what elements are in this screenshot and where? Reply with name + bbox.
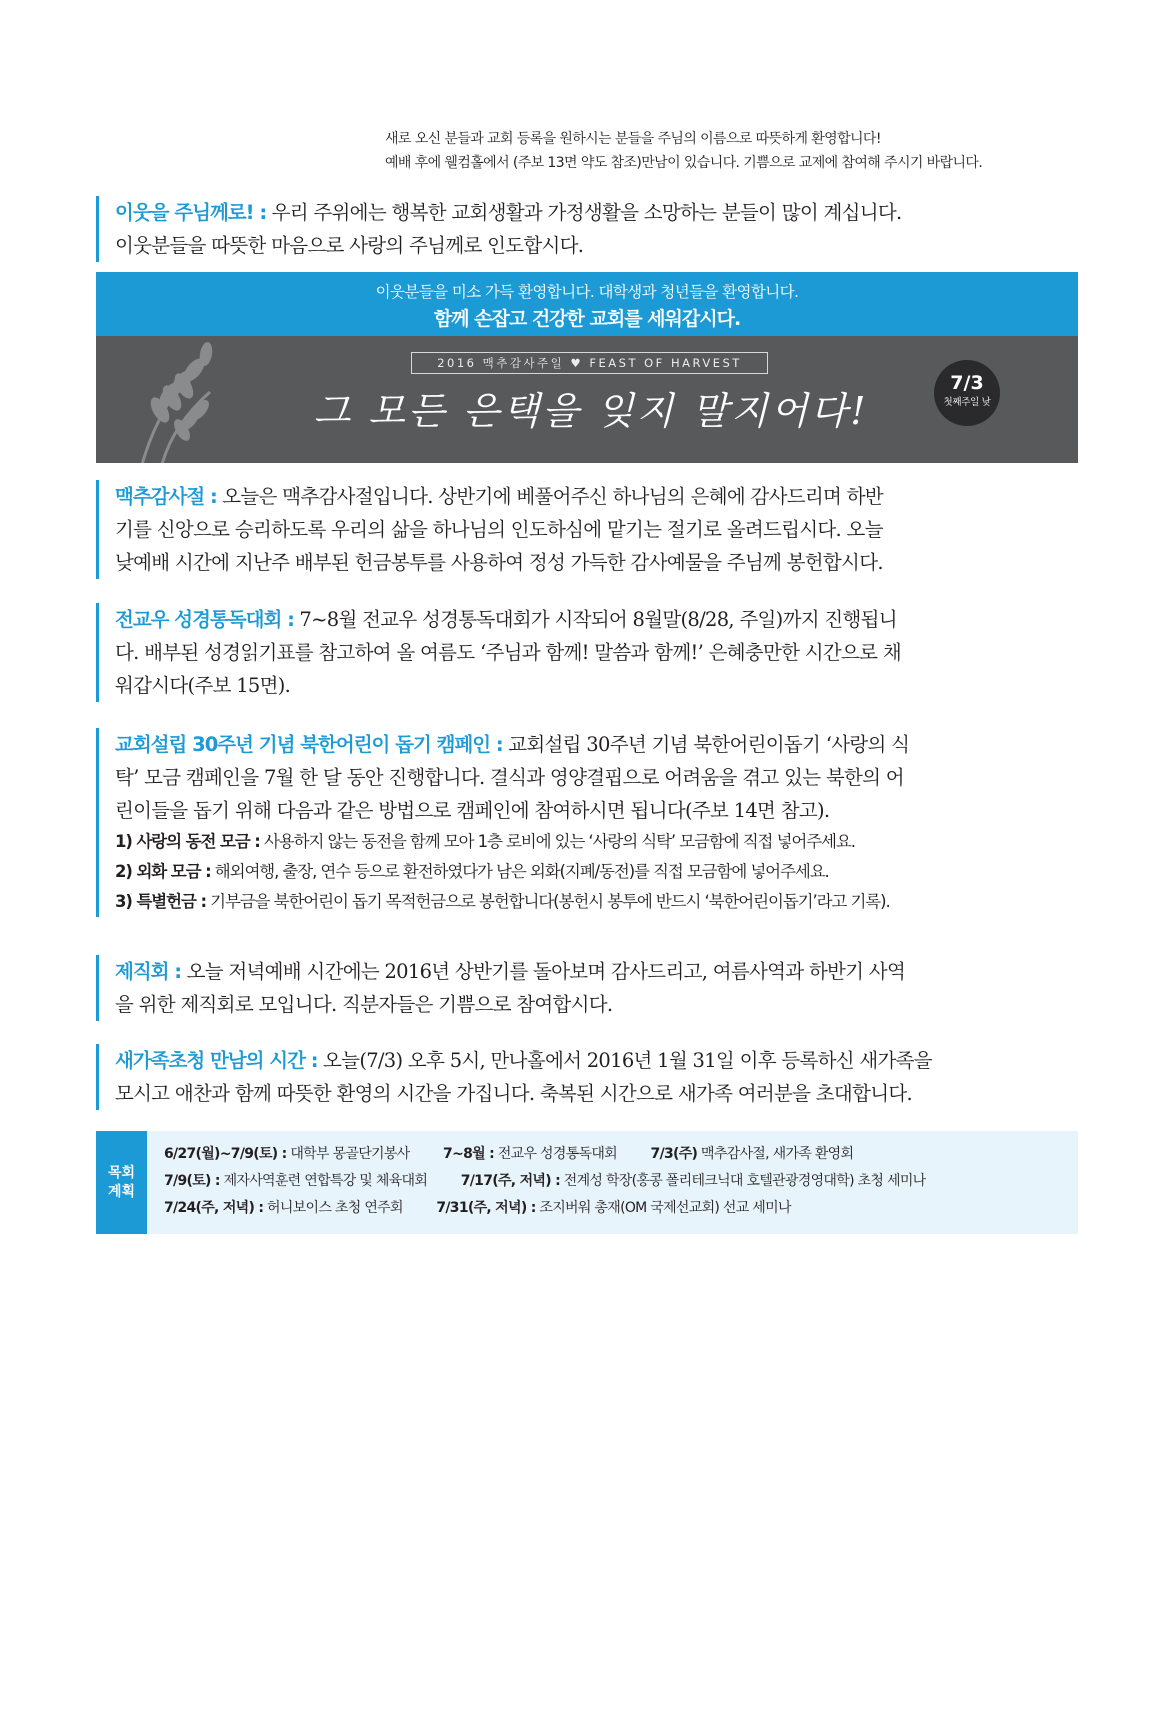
plan-date: 7/3(주)	[650, 1146, 698, 1162]
campaign-item-text: 사용하지 않는 동전을 함께 모아 1층 로비에 있는 ‘사랑의 식탁’ 모금함에 직접 넣어주세요.	[263, 832, 855, 851]
section-text: 탁’ 모금 캠페인을 7월 한 달 동안 진행합니다. 결식과 영양결핍으로 어려움을 겪고 있는 북한의 어	[115, 766, 904, 789]
plan-row	[164, 1195, 925, 1222]
section-new-family	[96, 1044, 1095, 1110]
date-badge-label: 첫째주일 낮	[943, 397, 991, 408]
harvest-tag: 2016 맥추감사주일 ♥ FEAST OF HARVEST	[411, 352, 768, 374]
ministry-plan-list	[164, 1141, 925, 1222]
section-text: 낮예배 시간에 지난주 배부된 헌금봉투를 사용하여 정성 가득한 감사예물을 주님께 봉헌합시다.	[115, 551, 883, 574]
section-text: 워갑시다(주보 15면).	[115, 674, 291, 697]
section-text: 7~8월 전교우 성경통독대회가 시작되어 8월말(8/28, 주일)까지 진행됩니	[299, 608, 897, 631]
plan-row	[164, 1168, 925, 1195]
banner-slogan: 함께 손잡고 건강한 교회를 세워갑시다.	[433, 308, 741, 330]
plan-text: 제자사역훈련 연합특강 및 체육대회	[223, 1173, 428, 1189]
campaign-item-label: 3) 특별헌금 :	[115, 892, 206, 911]
section-heading: 맥추감사절 :	[115, 485, 217, 508]
section-text: 다. 배부된 성경읽기표를 참고하여 올 여름도 ‘주님과 함께! 말씀과 함께!’ 은혜충만한 시간으로 채	[115, 641, 901, 664]
plan-date: 6/27(월)~7/9(토) :	[164, 1146, 287, 1162]
section-heading: 제직회 :	[115, 960, 182, 983]
campaign-item-text: 해외여행, 출장, 연수 등으로 환전하였다가 남은 외화(지폐/동전)를 직접 모금함에 넣어주세요.	[214, 862, 829, 881]
welcome-banner-strip	[96, 272, 1078, 336]
section-bible-reading	[96, 603, 1095, 702]
banner-welcome-text: 이웃분들을 미소 가득 환영합니다. 대학생과 청년들을 환영합니다.	[375, 283, 799, 301]
ministry-plan-tab	[96, 1131, 147, 1234]
section-heading: 교회설립 30주년 기념 북한어린이 돕기 캠페인 :	[115, 733, 503, 756]
plan-date: 7/31(주, 저녁) :	[436, 1200, 536, 1216]
welcome-line: 예배 후에 웰컴홀에서 (주보 13면 약도 참조)만남이 있습니다. 기쁨으로 교제에 참여해 주시기 바랍니다.	[385, 155, 983, 171]
date-badge-date: 7/3	[950, 372, 984, 394]
plan-text: 맥추감사절, 새가족 환영회	[701, 1146, 854, 1162]
harvest-banner	[96, 272, 1078, 463]
welcome-line: 새로 오신 분들과 교회 등록을 원하시는 분들을 주님의 이름으로 따뜻하게 환영합니다!	[385, 131, 881, 147]
plan-date: 7/9(토) :	[164, 1173, 220, 1189]
section-text: 기를 신앙으로 승리하도록 우리의 삶을 하나님의 인도하심에 맡기는 절기로 올려드립시다. 오늘	[115, 518, 883, 541]
campaign-item-label: 2) 외화 모금 :	[115, 862, 211, 881]
campaign-item	[115, 857, 1095, 887]
section-heading: 새가족초청 만남의 시간 :	[115, 1049, 318, 1072]
plan-text: 허니보이스 초청 연주회	[267, 1200, 403, 1216]
section-text: 오늘(7/3) 오후 5시, 만나홀에서 2016년 1월 31일 이후 등록하신 새가족을	[323, 1049, 932, 1072]
date-badge	[934, 360, 1000, 426]
campaign-item	[115, 887, 1095, 917]
ministry-plan	[96, 1131, 1078, 1234]
section-text: 을 위한 제직회로 모입니다. 직분자들은 기쁨으로 참여합시다.	[115, 993, 613, 1016]
section-heading: 전교우 성경통독대회 :	[115, 608, 294, 631]
plan-text: 대학부 몽골단기봉사	[290, 1146, 410, 1162]
plan-text: 전교우 성경통독대회	[497, 1146, 617, 1162]
campaign-item	[115, 827, 1095, 857]
section-neighbors	[96, 196, 1095, 262]
plan-text: 전계성 학장(홍콩 폴리테크닉대 호텔관광경영대학) 초청 세미나	[563, 1173, 926, 1189]
section-text: 오늘은 맥추감사절입니다. 상반기에 베풀어주신 하나님의 은혜에 감사드리며 하반	[222, 485, 883, 508]
ministry-plan-label: 목회 계획	[107, 1164, 136, 1200]
section-text: 교회설립 30주년 기념 북한어린이돕기 ‘사랑의 식	[508, 733, 910, 756]
wheat-icon	[110, 336, 230, 463]
plan-date: 7~8월 :	[443, 1146, 495, 1162]
section-text: 모시고 애찬과 함께 따뜻한 환영의 시간을 가집니다. 축복된 시간으로 새가족 여러분을 초대합니다.	[115, 1082, 912, 1105]
harvest-title-panel	[96, 336, 1078, 463]
section-text: 이웃분들을 따뜻한 마음으로 사랑의 주님께로 인도합시다.	[115, 234, 584, 257]
campaign-item-text: 기부금을 북한어린이 돕기 목적헌금으로 봉헌합니다(봉헌시 봉투에 반드시 ‘북한어린이돕기’라고 기록).	[210, 892, 890, 911]
section-campaign	[96, 728, 1095, 917]
plan-text: 조지버워 총재(OM 국제선교회) 선교 세미나	[539, 1200, 791, 1216]
section-thanksgiving	[96, 480, 1095, 579]
section-text: 린이들을 돕기 위해 다음과 같은 방법으로 캠페인에 참여하시면 됩니다(주보 14면 참고).	[115, 799, 830, 822]
harvest-title: 그 모든 은택을 잊지 말지어다!	[313, 389, 869, 433]
plan-row	[164, 1141, 925, 1168]
section-officers-meeting	[96, 955, 1095, 1021]
plan-date: 7/17(주, 저녁) :	[460, 1173, 560, 1189]
welcome-note	[385, 127, 1105, 175]
section-text: 오늘 저녁예배 시간에는 2016년 상반기를 돌아보며 감사드리고, 여름사역과 하반기 사역	[186, 960, 906, 983]
section-heading: 이웃을 주님께로! :	[115, 201, 267, 224]
section-text: 우리 주위에는 행복한 교회생활과 가정생활을 소망하는 분들이 많이 계십니다.	[271, 201, 902, 224]
plan-date: 7/24(주, 저녁) :	[164, 1200, 264, 1216]
campaign-item-label: 1) 사랑의 동전 모금 :	[115, 832, 260, 851]
